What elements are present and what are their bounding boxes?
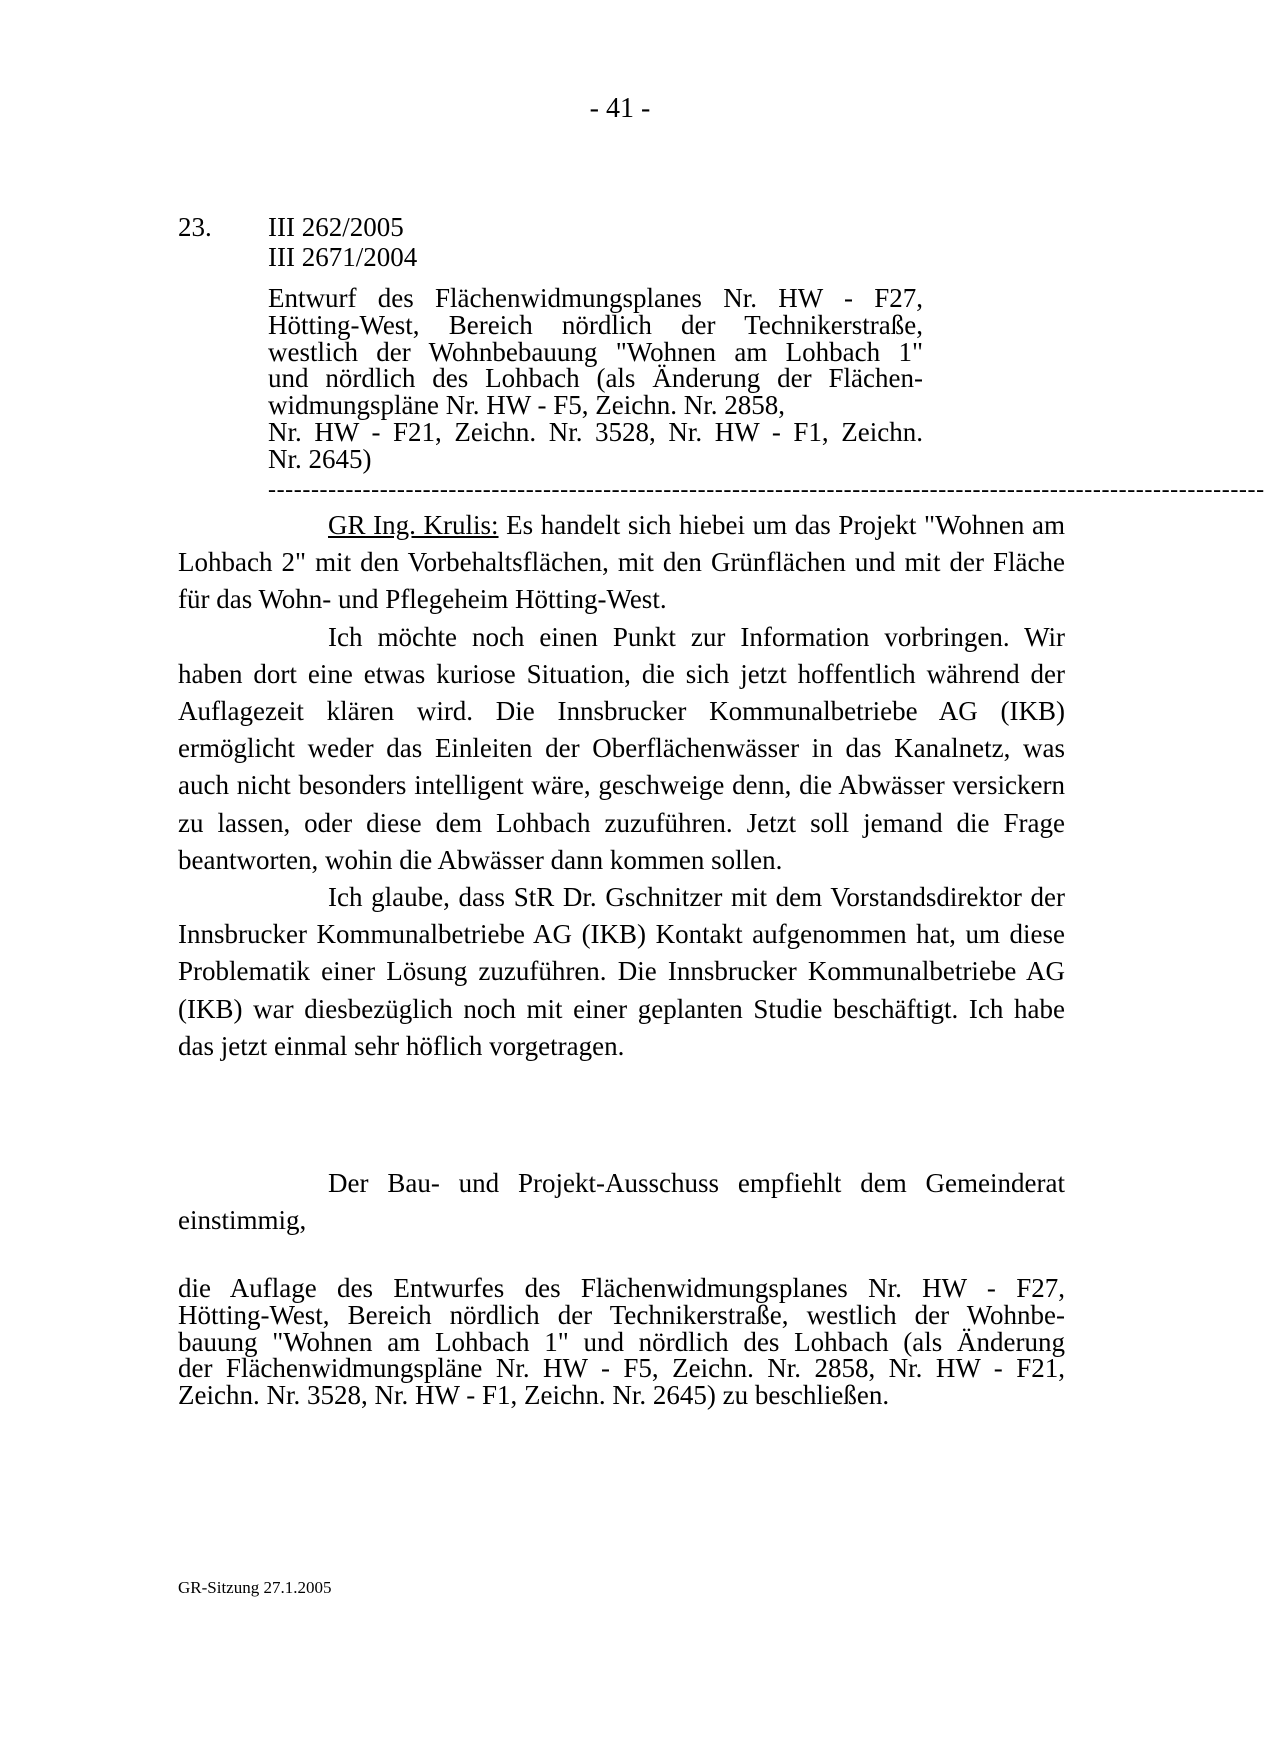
speaker-name: GR Ing. Krulis: — [328, 510, 499, 540]
subject-line: Nr. HW - F21, Zeichn. Nr. 3528, Nr. HW - F1, Zeichn. — [268, 416, 923, 447]
agenda-item-number: 23. — [178, 212, 212, 242]
speech-text: Es handelt sich hiebei um das Projekt "Wohnen am Lohbach 2" mit den Vorbehaltsflächen, mit den Grünflächen und mit der Fläche für das Wohn- und Pflegeheim Hötting-West. — [178, 510, 1066, 615]
speech-paragraph — [178, 507, 1065, 619]
subject-line: westlich der Wohnbebauung "Wohnen am Lohbach 1" — [268, 336, 923, 367]
recommendation-vote: einstimmig, — [178, 1205, 307, 1235]
footer-session-date: GR-Sitzung 27.1.2005 — [178, 1578, 332, 1597]
reference-numbers — [268, 212, 417, 272]
decision-text — [178, 1275, 1065, 1409]
decision-line: bauung "Wohnen am Lohbach 1" und nördlich des Lohbach (als Änderung — [178, 1326, 1065, 1357]
subject-line: widmungspläne Nr. HW - F5, Zeichn. Nr. 2858, — [268, 390, 785, 421]
decision-line: Zeichn. Nr. 3528, Nr. HW - F1, Zeichn. Nr. 2645) zu beschließen. — [178, 1380, 890, 1411]
decision-line: der Flächenwidmungspläne Nr. HW - F5, Zeichn. Nr. 2858, Nr. HW - F21, — [178, 1353, 1065, 1384]
decision-line: die Auflage des Entwurfes des Flächenwidmungsplanes Nr. HW - F27, — [178, 1273, 1065, 1303]
subject-line: und nördlich des Lohbach (als Änderung der Flächen- — [268, 363, 923, 394]
subject-line: Entwurf des Flächenwidmungsplanes Nr. HW - F27, — [268, 283, 923, 313]
page-number: - 41 - — [589, 93, 651, 124]
agenda-item-subject — [268, 285, 923, 473]
speech-section — [178, 507, 1065, 1065]
speech-paragraph: Ich glaube, dass StR Dr. Gschnitzer mit dem Vorstandsdirektor der Innsbrucker Kommunalbetriebe AG (IKB) Kontakt aufgenommen hat, um diese Problematik einer Lösung zuzuführen. Die Innsbrucker Kommunalbetriebe AG (IKB) war diesbezüglich noch mit einer geplanten Studie beschäftigt. Ich habe das jetzt einmal sehr höflich vorgetragen. — [178, 882, 1065, 1061]
committee-recommendation — [178, 1165, 1065, 1239]
decision-line: Hötting-West, Bereich nördlich der Technikerstraße, westlich der Wohnbe- — [178, 1299, 1065, 1330]
speech-paragraph: Ich möchte noch einen Punkt zur Information vorbringen. Wir haben dort eine etwas kuriose Situation, die sich jetzt hoffentlich während der Auflagezeit klären wird. Die Innsbrucker Kommunalbetriebe AG (IKB) ermöglicht weder das Einleiten der Oberflächenwässer in das Kanalnetz, was auch nicht besonders intelligent wäre, geschweige denn, die Abwässer versickern zu lassen, oder diese dem Lohbach zuzuführen. Jetzt soll jemand die Frage beantworten, wohin die Abwässer dann kommen sollen. — [178, 621, 1065, 875]
reference-number: III 2671/2004 — [268, 242, 418, 272]
recommendation-text: Der Bau- und Projekt-Ausschuss empfiehlt dem Gemeinderat — [328, 1168, 1065, 1198]
separator-line: -------------------------------------------------------------------------------------------------------------------- — [268, 477, 1265, 503]
subject-line: Hötting-West, Bereich nördlich der Technikerstraße, — [268, 309, 923, 340]
reference-number: III 262/2005 — [268, 212, 404, 242]
subject-line: Nr. 2645) — [268, 443, 372, 474]
